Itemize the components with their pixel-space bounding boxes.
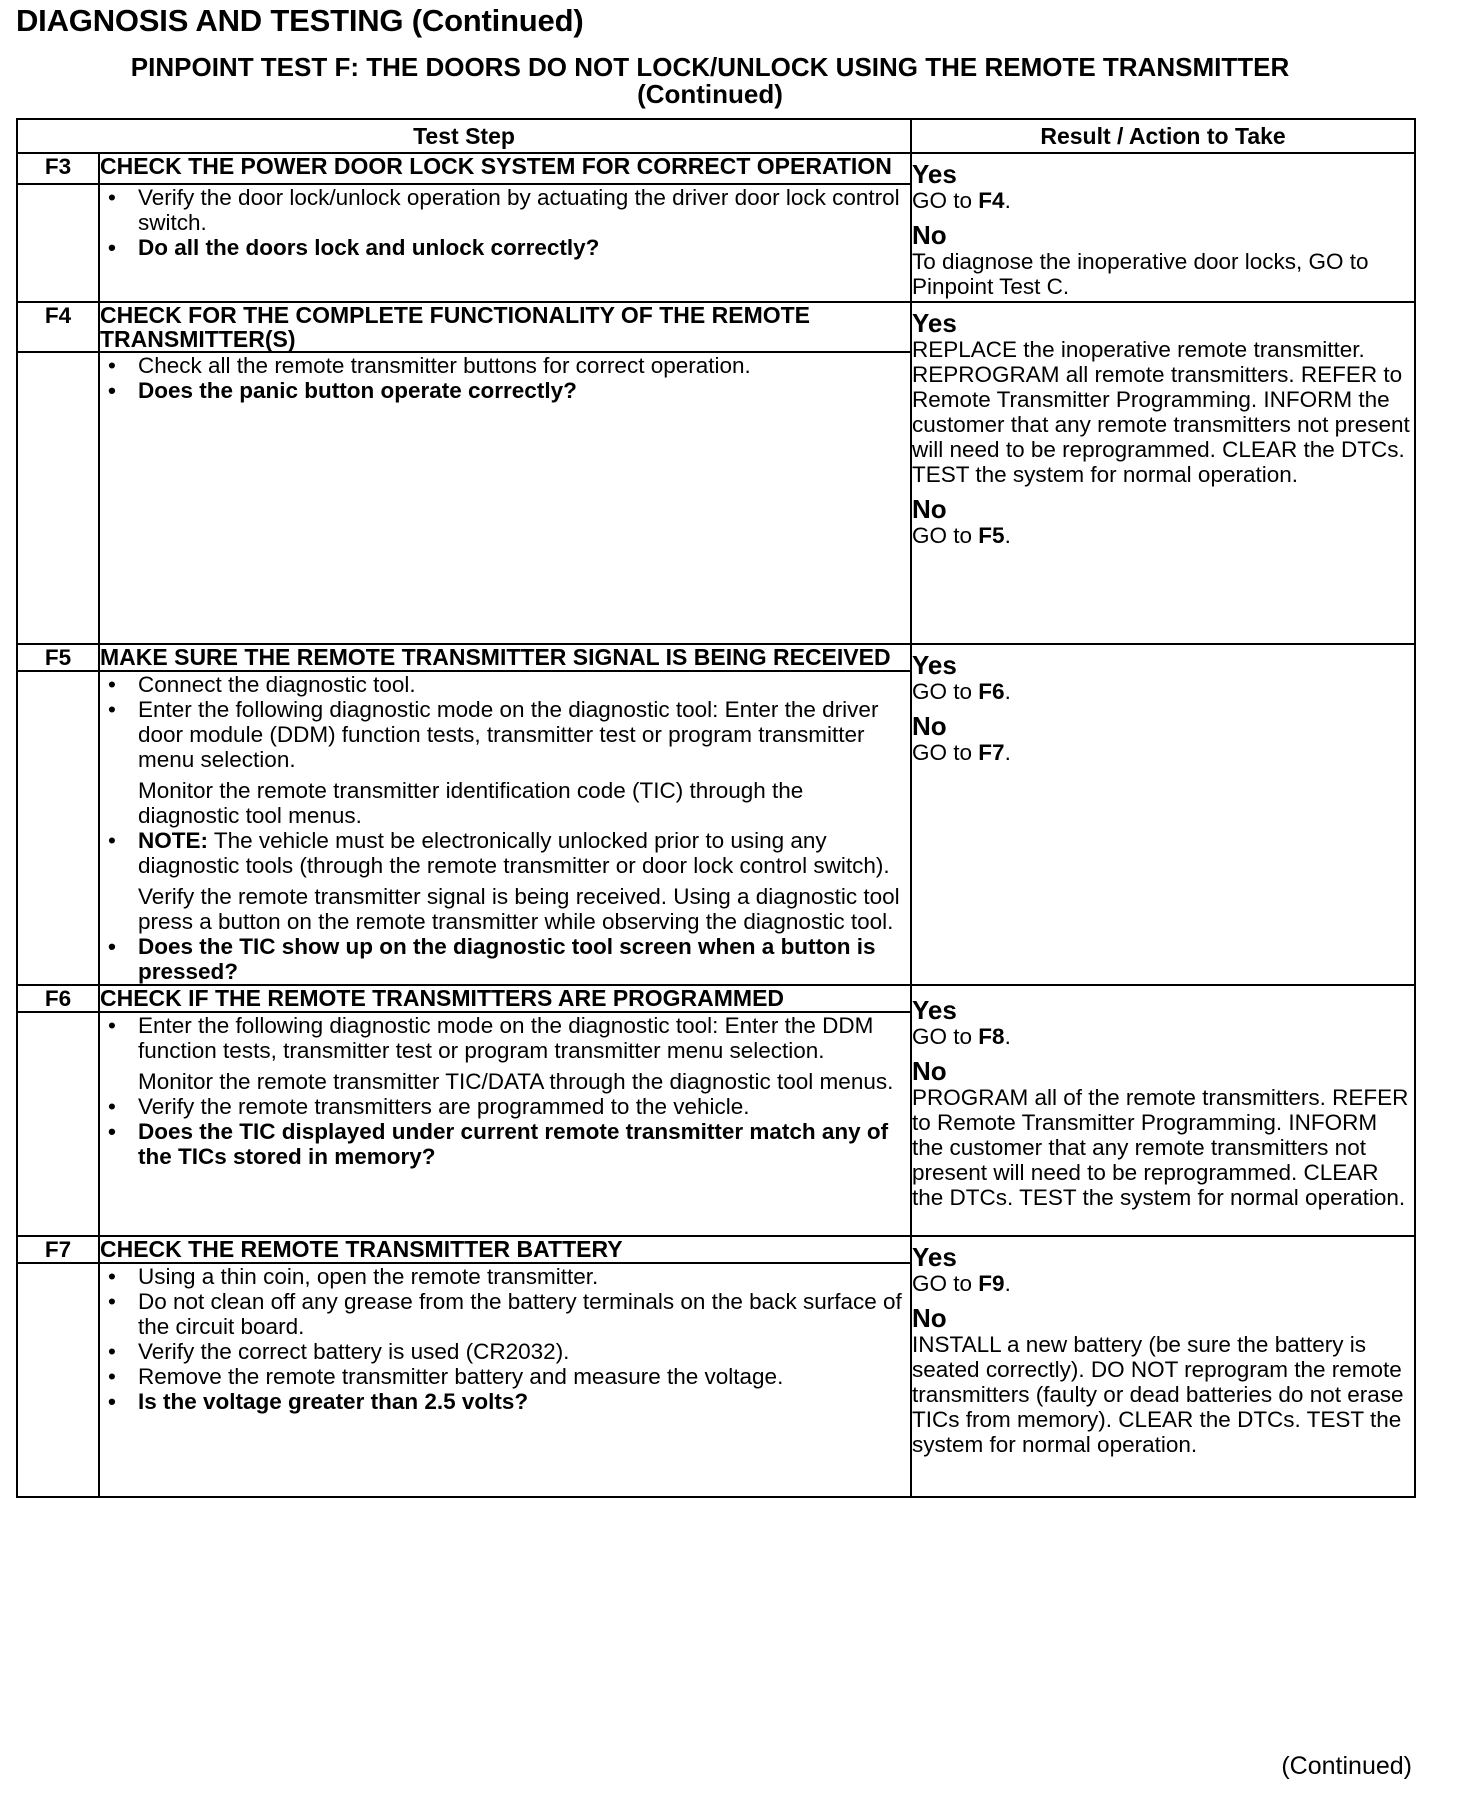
no-label: No [912,1303,947,1333]
yes-action: GO to F6. [912,679,1011,704]
test-title-line: PINPOINT TEST F: THE DOORS DO NOT LOCK/UNLOCK USING THE REMOTE TRANSMITTER [130,52,1290,82]
pinpoint-test-table [16,118,1416,1498]
step-id: F4 [17,302,99,352]
yes-label: Yes [912,650,957,680]
step-question: • Does the TIC displayed under current remote transmitter match any of the TICs stored in memory? [100,1119,910,1169]
column-header-test-step: Test Step [17,119,911,153]
step-question: • Does the TIC show up on the diagnostic tool screen when a button is pressed? [100,934,910,984]
step-body [99,1012,911,1236]
yes-label: Yes [912,308,957,338]
step-row [17,644,1415,671]
step-row [17,985,1415,1012]
step-note [100,828,910,878]
step-result [911,1236,1415,1497]
yes-action: GO to F8. [912,1024,1011,1049]
step-question: • Do all the doors lock and unlock correctly? [100,235,910,260]
no-label: No [912,1056,947,1086]
no-action: PROGRAM all of the remote transmitters. REFER to Remote Transmitter Programming. INFORM the customer that any remote transmitters not present will need to be reprogrammed. CLEAR the DTCs. TEST the system for normal operation. [912,1085,1409,1210]
step-question: • Does the panic button operate correctly? [100,378,910,403]
step-bullet: • Enter the following diagnostic mode on the diagnostic tool: Enter the driver door module (DDM) function tests, transmitter test or program transmitter menu selection. [100,697,910,772]
step-bullet: • Check all the remote transmitter buttons for correct operation. [100,353,910,378]
step-row [17,1236,1415,1263]
no-label: No [912,220,947,250]
step-heading: CHECK THE POWER DOOR LOCK SYSTEM FOR CORRECT OPERATION [99,153,911,184]
step-bullet: • Verify the remote transmitters are programmed to the vehicle. [100,1094,910,1119]
step-row [17,302,1415,352]
no-action: GO to F7. [912,740,1011,765]
step-paragraph: Verify the remote transmitter signal is being received. Using a diagnostic tool press a button on the remote transmitter while observing the diagnostic tool. [138,884,900,934]
step-body [99,671,911,985]
yes-label: Yes [912,1242,957,1272]
column-header-result: Result / Action to Take [911,119,1415,153]
pinpoint-test-title [60,54,1360,108]
step-id: F7 [17,1236,99,1263]
no-action: To diagnose the inoperative door locks, GO to Pinpoint Test C. [912,249,1369,299]
no-action: INSTALL a new battery (be sure the battery is seated correctly). DO NOT reprogram the remote transmitters (faulty or dead batteries do not erase TICs from memory). CLEAR the DTCs. TEST the system for normal operation. [912,1332,1404,1457]
note-text: The vehicle must be electronically unlocked prior to using any diagnostic tools (through the remote transmitter or door lock control switch). [138,828,890,878]
step-result [911,985,1415,1236]
step-id: F6 [17,985,99,1012]
step-bullet: • Remove the remote transmitter battery and measure the voltage. [100,1364,910,1389]
step-heading: CHECK FOR THE COMPLETE FUNCTIONALITY OF THE REMOTE TRANSMITTER(S) [99,302,911,352]
yes-action: GO to F9. [912,1271,1011,1296]
yes-action: GO to F4. [912,188,1011,213]
step-heading: CHECK THE REMOTE TRANSMITTER BATTERY [99,1236,911,1263]
step-result [911,153,1415,302]
step-result [911,302,1415,644]
step-body [99,184,911,302]
no-label: No [912,494,947,524]
note-label: NOTE: [138,828,208,853]
step-heading: MAKE SURE THE REMOTE TRANSMITTER SIGNAL IS BEING RECEIVED [99,644,911,671]
step-paragraph: Monitor the remote transmitter identification code (TIC) through the diagnostic tool menus. [138,778,804,828]
page-title: DIAGNOSIS AND TESTING (Continued) [16,3,584,38]
yes-label: Yes [912,159,957,189]
step-result [911,644,1415,985]
step-bullet: • Enter the following diagnostic mode on the diagnostic tool: Enter the DDM function tests, transmitter test or program transmitter menu selection. [100,1013,910,1063]
test-title-continued: (Continued) [637,79,783,109]
step-question: • Is the voltage greater than 2.5 volts? [100,1389,910,1414]
step-body [99,352,911,644]
step-id: F5 [17,644,99,671]
step-bullet: • Verify the correct battery is used (CR2032). [100,1339,910,1364]
step-bullet: • Do not clean off any grease from the battery terminals on the back surface of the circuit board. [100,1289,910,1339]
step-bullet: • Using a thin coin, open the remote transmitter. [100,1264,910,1289]
step-row [17,153,1415,184]
table-header-row [17,119,1415,153]
no-label: No [912,711,947,741]
yes-action: REPLACE the inoperative remote transmitter. REPROGRAM all remote transmitters. REFER to Remote Transmitter Programming. INFORM the customer that any remote transmitters not present will need to be reprogrammed. CLEAR the DTCs. TEST the system for normal operation. [912,337,1410,487]
step-paragraph: Monitor the remote transmitter TIC/DATA through the diagnostic tool menus. [138,1069,894,1094]
step-bullet: • Verify the door lock/unlock operation by actuating the driver door lock control switch. [100,185,910,235]
step-heading: CHECK IF THE REMOTE TRANSMITTERS ARE PROGRAMMED [99,985,911,1012]
yes-label: Yes [912,995,957,1025]
step-body [99,1263,911,1497]
continued-footer: (Continued) [1281,1752,1412,1780]
no-action: GO to F5. [912,523,1011,548]
step-bullet: • Connect the diagnostic tool. [100,672,910,697]
step-id: F3 [17,153,99,184]
